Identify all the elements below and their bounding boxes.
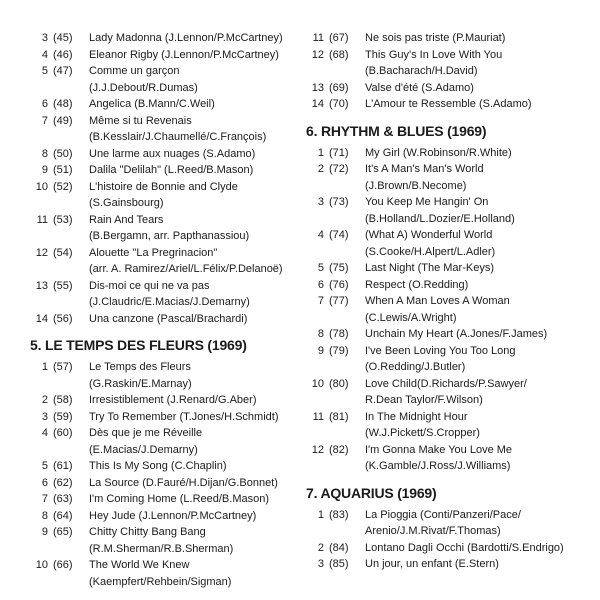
track-ref-number: (56) [53,312,73,325]
track-title-line: La Source (D.Fauré/H.Dijan/G.Bonnet) [89,476,278,489]
track-ref-number: (85) [329,558,349,570]
track-ref-number: (45) [53,32,73,44]
track-ref-number: (80) [329,377,349,390]
track-text [89,475,300,492]
track-text [89,359,300,392]
track-row [306,409,576,442]
track-credits-line: (S.Gainsbourg) [89,197,164,209]
track-text [89,392,300,409]
track-row [30,47,300,64]
track-row [30,212,300,245]
track-ref-number: (77) [329,295,349,307]
track-title-line: My Girl (W.Robinson/R.White) [365,146,512,159]
track-ref-number: (65) [53,526,73,538]
track-row [30,96,300,113]
track-number: 11 [312,410,324,423]
track-text [89,524,300,557]
track-number: 5 [317,262,324,274]
track-ref-number: (60) [53,427,73,439]
track-credits-line: (J.Claudric/E.Macias/J.Demarny) [89,296,250,308]
track-title-line: Eleanor Rigby (J.Lennon/P.McCartney) [89,48,279,61]
track-row [306,80,576,97]
track-text [89,96,300,113]
track-text [365,80,576,97]
track-title-line: (What A) Wonderful World [365,229,493,241]
track-row [30,359,300,392]
track-number: 5 [41,65,48,77]
track-number: 9 [41,526,48,538]
track-credits-line: (B.Kesslair/J.Chaumellé/C.François) [89,131,267,143]
track-title-line: Une larme aux nuages (S.Adamo) [89,147,256,160]
track-ref-number: (83) [329,508,349,521]
track-ref-number: (53) [53,213,73,226]
track-credits-line: (B.Bergamn, arr. Papthanassiou) [89,230,250,242]
track-number: 9 [317,344,324,357]
track-text [365,30,576,47]
track-ref-number: (59) [53,410,73,423]
track-ref-number: (57) [53,361,73,373]
tracklist-column-left [30,30,300,600]
track-ref-number: (55) [53,279,73,292]
section-header: 7. AQUARIUS (1969) [306,484,437,501]
track-credits-line: (J.J.Debout/R.Dumas) [89,81,198,94]
track-ref-number: (52) [53,180,73,193]
track-title-line: You Keep Me Hangin' On [365,196,489,208]
track-ref-number: (47) [53,65,73,77]
track-ref-number: (66) [53,559,73,571]
track-ref-number: (58) [53,394,73,406]
track-number: 2 [317,163,324,175]
track-title-line: When A Man Loves A Woman [365,295,510,307]
track-ref-number: (69) [329,81,349,94]
track-text [365,227,576,260]
track-credits-line: (Kaempfert/Rehbein/Sigman) [89,575,232,588]
track-ref-number: (75) [329,262,349,274]
track-number: 8 [317,328,324,340]
track-number: 3 [317,196,324,208]
track-number: 8 [41,147,48,160]
track-ref-number: (81) [329,410,349,423]
track-row [306,227,576,260]
track-ref-number: (70) [329,98,349,110]
track-text [365,194,576,227]
track-row [306,293,576,326]
track-text [365,409,576,442]
track-number: 4 [41,427,48,439]
section-header: 5. LE TEMPS DES FLEURS (1969) [30,337,247,353]
track-credits-line: Arenio/J.M.Rivat/F.Thomas) [365,525,501,537]
track-text [365,343,576,376]
track-title-line: Un jour, un enfant (E.Stern) [365,558,499,570]
track-credits-line: (arr. A. Ramirez/Ariel/L.Félix/P.Delanoë) [89,263,283,275]
track-number: 2 [41,394,48,406]
track-title-line: Même si tu Revenais [89,114,192,127]
track-number: 6 [41,476,48,489]
track-ref-number: (63) [53,493,73,505]
track-number: 13 [311,81,324,94]
track-title-line: In The Midnight Hour [365,410,468,423]
track-number: 9 [41,164,48,176]
track-ref-number: (84) [329,541,349,554]
track-row [30,113,300,146]
track-text [89,162,300,179]
track-title-line: This Is My Song (C.Chaplin) [89,460,227,472]
track-title-line: It's A Man's Man's World [365,163,484,175]
track-title-line: I'm Coming Home (L.Reed/B.Mason) [89,493,269,505]
track-credits-line: (G.Raskin/E.Marnay) [89,377,192,390]
track-row [306,194,576,227]
track-number: 10 [311,377,324,390]
track-number: 12 [311,48,324,61]
track-row [306,507,576,540]
track-text [89,245,300,278]
track-ref-number: (73) [329,196,349,208]
track-ref-number: (79) [329,344,349,357]
track-credits-line: (K.Gamble/J.Ross/J.Williams) [365,460,511,472]
track-number: 1 [317,508,324,521]
track-ref-number: (67) [329,32,349,44]
track-text [365,376,576,409]
track-title-line: Valse d'été (S.Adamo) [365,81,474,94]
track-number: 14 [35,312,48,325]
track-row [30,425,300,458]
track-text [89,508,300,525]
track-ref-number: (68) [329,48,349,61]
track-row [306,540,576,557]
track-credits-line: (J.Brown/B.Necome) [365,179,467,192]
track-number: 1 [317,146,324,159]
track-ref-number: (76) [329,278,349,291]
track-title-line: Alouette "La Pregrinacion" [89,246,218,259]
track-text [89,278,300,311]
track-text [365,540,576,557]
track-row [30,458,300,475]
track-row [306,260,576,277]
track-title-line: Love Child(D.Richards/P.Sawyer/ [365,377,527,390]
track-number: 6 [41,98,48,110]
track-number: 11 [312,32,324,44]
track-text [365,96,576,113]
track-number: 10 [35,180,48,193]
track-row [306,161,576,194]
track-title-line: Ne sois pas triste (P.Mauriat) [365,32,506,44]
track-text [365,293,576,326]
track-number: 6 [317,278,324,291]
track-row [306,145,576,162]
track-credits-line: (S.Cooke/H.Alpert/L.Adler) [365,245,496,258]
track-title-line: Unchain My Heart (A.Jones/F.James) [365,328,548,340]
track-text [89,557,300,590]
track-number: 4 [317,229,324,241]
track-row [306,277,576,294]
track-number: 4 [41,48,48,61]
track-number: 2 [317,541,324,554]
track-number: 13 [35,279,48,292]
track-row [30,392,300,409]
track-text [89,113,300,146]
track-ref-number: (82) [329,443,349,456]
track-row [30,557,300,590]
track-number: 14 [311,98,324,110]
track-row [306,343,576,376]
track-ref-number: (54) [53,246,73,259]
track-row [30,491,300,508]
track-text [365,442,576,475]
track-number: 7 [41,493,48,505]
track-text [365,277,576,294]
track-title-line: I've Been Loving You Too Long [365,344,516,357]
track-ref-number: (78) [329,328,349,340]
track-credits-line: (C.Lewis/A.Wright) [365,311,457,324]
track-row [30,179,300,212]
track-row [30,278,300,311]
track-text [365,507,576,540]
track-title-line: Dalila "Delilah" (L.Reed/B.Mason) [89,164,254,176]
track-row [30,409,300,426]
track-ref-number: (62) [53,476,73,489]
track-credits-line: (B.Holland/L.Dozier/E.Holland) [365,212,515,225]
track-number: 12 [35,246,48,259]
track-credits-line: (E.Macias/J.Demarny) [89,443,198,456]
track-title-line: This Guy's In Love With You [365,48,503,61]
track-title-line: Lontano Dagli Occhi (Bardotti/S.Endrigo) [365,541,564,554]
track-row [30,245,300,278]
track-title-line: Respect (O.Redding) [365,278,469,291]
track-ref-number: (50) [53,147,73,160]
track-ref-number: (46) [53,48,73,61]
track-text [89,30,300,47]
track-row [306,326,576,343]
track-row [30,30,300,47]
track-row [306,442,576,475]
track-number: 11 [36,213,48,226]
track-ref-number: (72) [329,163,349,175]
track-row [30,162,300,179]
track-text [89,179,300,212]
track-text [365,161,576,194]
track-ref-number: (51) [53,164,73,176]
track-ref-number: (64) [53,509,73,522]
track-number: 7 [317,295,324,307]
track-title-line: Angelica (B.Mann/C.Weil) [89,98,215,110]
track-text [89,47,300,64]
track-title-line: The World We Knew [89,559,190,571]
track-ref-number: (71) [329,146,349,159]
track-credits-line: (W.J.Pickett/S.Cropper) [365,427,480,439]
track-text [365,556,576,573]
track-row [30,508,300,525]
track-number: 1 [41,361,48,373]
track-title-line: Try To Remember (T.Jones/H.Schmidt) [89,410,279,423]
track-row [306,556,576,573]
track-row [306,30,576,47]
track-number: 10 [35,559,48,571]
track-text [89,146,300,163]
track-title-line: Una canzone (Pascal/Brachardi) [89,312,248,325]
track-title-line: Irresistiblement (J.Renard/G.Aber) [89,394,257,406]
track-number: 7 [41,114,48,127]
track-text [89,491,300,508]
track-text [89,458,300,475]
track-title-line: Last Night (The Mar-Keys) [365,262,494,274]
track-title-line: Hey Jude (J.Lennon/P.McCartney) [89,509,257,522]
track-number: 3 [41,410,48,423]
track-row [30,475,300,492]
track-title-line: Comme un garçon [89,65,180,77]
track-number: 12 [311,443,324,456]
track-title-line: Le Temps des Fleurs [89,361,191,373]
track-text [89,63,300,96]
track-title-line: Lady Madonna (J.Lennon/P.McCartney) [89,32,283,44]
track-credits-line: (R.M.Sherman/R.B.Sherman) [89,542,234,555]
track-row [30,524,300,557]
track-title-line: La Pioggia (Conti/Panzeri/Pace/ [365,508,521,521]
track-ref-number: (49) [53,114,73,127]
track-text [89,409,300,426]
track-title-line: Dès que je me Réveille [89,427,203,439]
track-title-line: L'histoire de Bonnie and Clyde [89,180,238,193]
track-row [30,146,300,163]
track-ref-number: (61) [53,460,73,472]
track-number: 8 [41,509,48,522]
track-number: 5 [41,460,48,472]
track-title-line: Chitty Chitty Bang Bang [89,526,206,538]
track-ref-number: (74) [329,229,349,241]
track-credits-line: R.Dean Taylor/F.Wilson) [365,394,483,406]
track-number: 3 [41,32,48,44]
track-row [30,63,300,96]
track-row [306,47,576,80]
section-header: 6. RHYTHM & BLUES (1969) [306,122,487,139]
track-text [89,311,300,328]
track-ref-number: (48) [53,98,73,110]
track-text [365,260,576,277]
track-text [365,326,576,343]
track-row [306,376,576,409]
track-row [306,96,576,113]
track-text [89,425,300,458]
track-text [365,47,576,80]
track-row [30,311,300,328]
track-title-line: L'Amour te Ressemble (S.Adamo) [365,98,532,110]
track-text [89,212,300,245]
track-title-line: Rain And Tears [89,213,164,226]
track-text [365,145,576,162]
track-credits-line: (B.Bacharach/H.David) [365,65,478,77]
track-title-line: I'm Gonna Make You Love Me [365,443,513,456]
track-credits-line: (O.Redding/J.Butler) [365,361,466,373]
track-number: 3 [317,558,324,570]
track-title-line: Dis-moi ce qui ne va pas [89,279,210,292]
tracklist-column-right [306,30,576,600]
